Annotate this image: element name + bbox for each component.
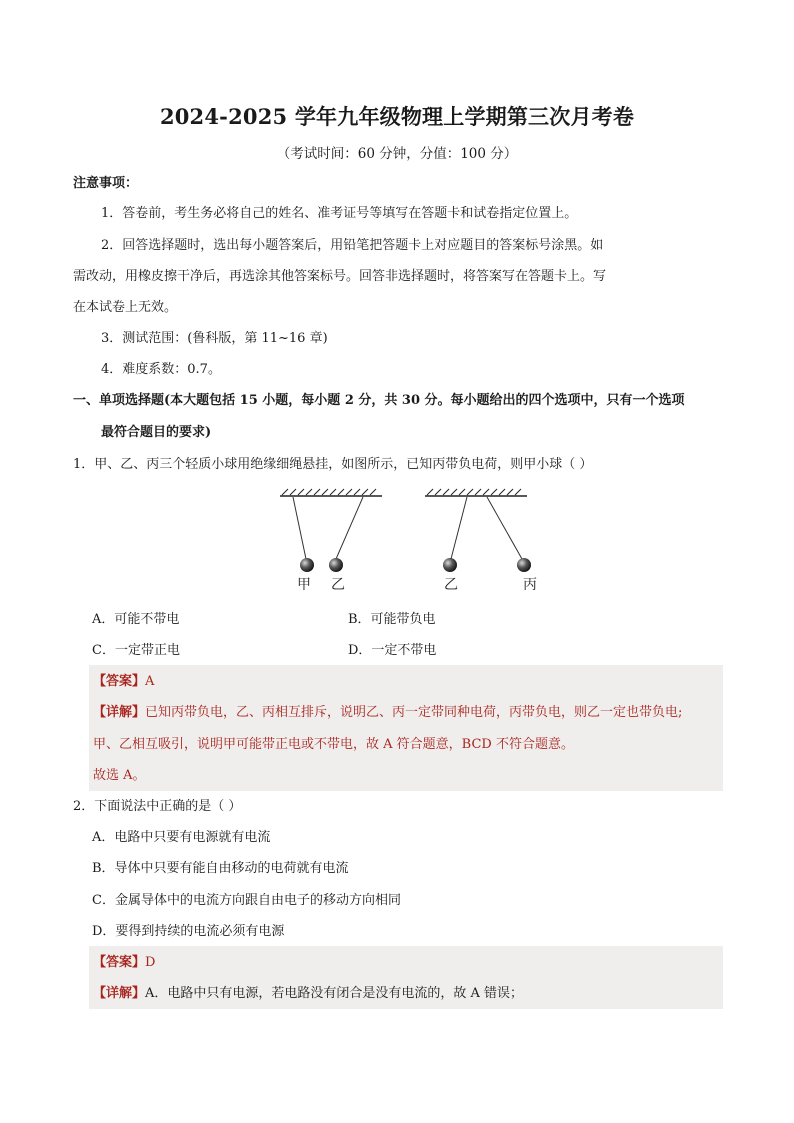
notice-item-2-line3: 在本试卷上无效。 xyxy=(73,300,178,315)
ball-yi-left xyxy=(329,558,343,572)
answer-tag: 【答案】 xyxy=(93,674,146,689)
string-yi-right xyxy=(451,497,467,559)
q1-option-d: D．一定不带电 xyxy=(348,643,437,658)
q1-option-b: B．可能带负电 xyxy=(348,612,436,627)
right-ceiling xyxy=(425,489,527,496)
q2-stem: 2．下面说法中正确的是（ ） xyxy=(73,799,242,814)
q2-detail-line1 xyxy=(93,985,523,1003)
q1-detail-line1 xyxy=(93,704,682,722)
q1-option-a: A．可能不带电 xyxy=(92,612,180,627)
exam-title: 2024-2025 学年九年级物理上学期第三次月考卷 xyxy=(159,104,635,129)
q2-option-a: A．电路中只要有电源就有电流 xyxy=(92,830,271,845)
q1-answer-box xyxy=(89,665,723,791)
notice-heading: 注意事项： xyxy=(73,176,139,191)
notice-item-2-line1: 2．回答选择题时，选出每小题答案后，用铅笔把答题卡上对应题目的答案标号涂黑。如 xyxy=(101,238,604,253)
pendulum-figure xyxy=(270,488,560,598)
label-yi-right: 乙 xyxy=(444,577,458,593)
notice-item-1: 1．答卷前，考生务必将自己的姓名、准考证号等填写在答题卡和试卷指定位置上。 xyxy=(101,206,578,221)
left-ceiling xyxy=(280,489,382,496)
string-yi-left xyxy=(336,497,363,559)
ball-jia xyxy=(300,558,314,572)
exam-subtitle: （考试时间：60 分钟，分值：100 分） xyxy=(276,146,518,162)
q1-answer-value: A xyxy=(145,674,155,689)
q2-option-c: C．金属导体中的电流方向跟自由电子的移动方向相同 xyxy=(92,893,401,908)
ball-yi-right xyxy=(443,558,457,572)
section-heading-line2: 最符合题目的要求) xyxy=(101,425,212,440)
q2-answer xyxy=(93,954,155,972)
label-jia: 甲 xyxy=(297,577,311,593)
q2-detail-text1: A．电路中只有电源，若电路没有闭合是没有电流的，故 A 错误； xyxy=(145,986,524,1001)
label-bing: 丙 xyxy=(523,577,537,593)
detail-tag: 【详解】 xyxy=(93,705,146,720)
label-yi-left: 乙 xyxy=(331,577,345,593)
answer-tag: 【答案】 xyxy=(93,955,146,970)
section-heading-line1: 一、单项选择题(本大题包括 15 小题，每小题 2 分，共 30 分。每小题给出的四个选项中，只有一个选项 xyxy=(73,393,685,408)
q1-stem: 1．甲、乙、丙三个轻质小球用绝缘细绳悬挂，如图所示，已知丙带负电荷，则甲小球（ ） xyxy=(73,457,593,472)
q1-answer xyxy=(93,673,154,691)
ball-bing xyxy=(517,558,531,572)
string-bing xyxy=(487,497,522,559)
string-jia xyxy=(293,497,306,559)
q1-option-c: C．一定带正电 xyxy=(92,643,180,658)
q2-answer-value: D xyxy=(145,955,156,970)
q1-detail-text1: 已知丙带负电，乙、丙相互排斥，说明乙、丙一定带同种电荷，丙带负电，则乙一定也带负电; xyxy=(145,705,683,720)
notice-item-2-line2: 需改动，用橡皮擦干净后，再选涂其他答案标号。回答非选择题时，将答案写在答题卡上。写 xyxy=(73,269,607,284)
detail-tag: 【详解】 xyxy=(93,986,146,1001)
q2-option-b: B．导体中只要有能自由移动的电荷就有电流 xyxy=(92,861,349,876)
q2-option-d: D．要得到持续的电流必须有电源 xyxy=(92,924,285,939)
notice-item-4: 4．难度系数：0.7。 xyxy=(101,362,221,377)
q1-detail-line2: 甲、乙相互吸引，说明甲可能带正电或不带电，故 A 符合题意，BCD 不符合题意。 xyxy=(93,737,574,752)
q1-detail-line3: 故选 A。 xyxy=(93,768,146,783)
notice-item-3: 3．测试范围：(鲁科版，第 11~16 章) xyxy=(101,331,328,346)
